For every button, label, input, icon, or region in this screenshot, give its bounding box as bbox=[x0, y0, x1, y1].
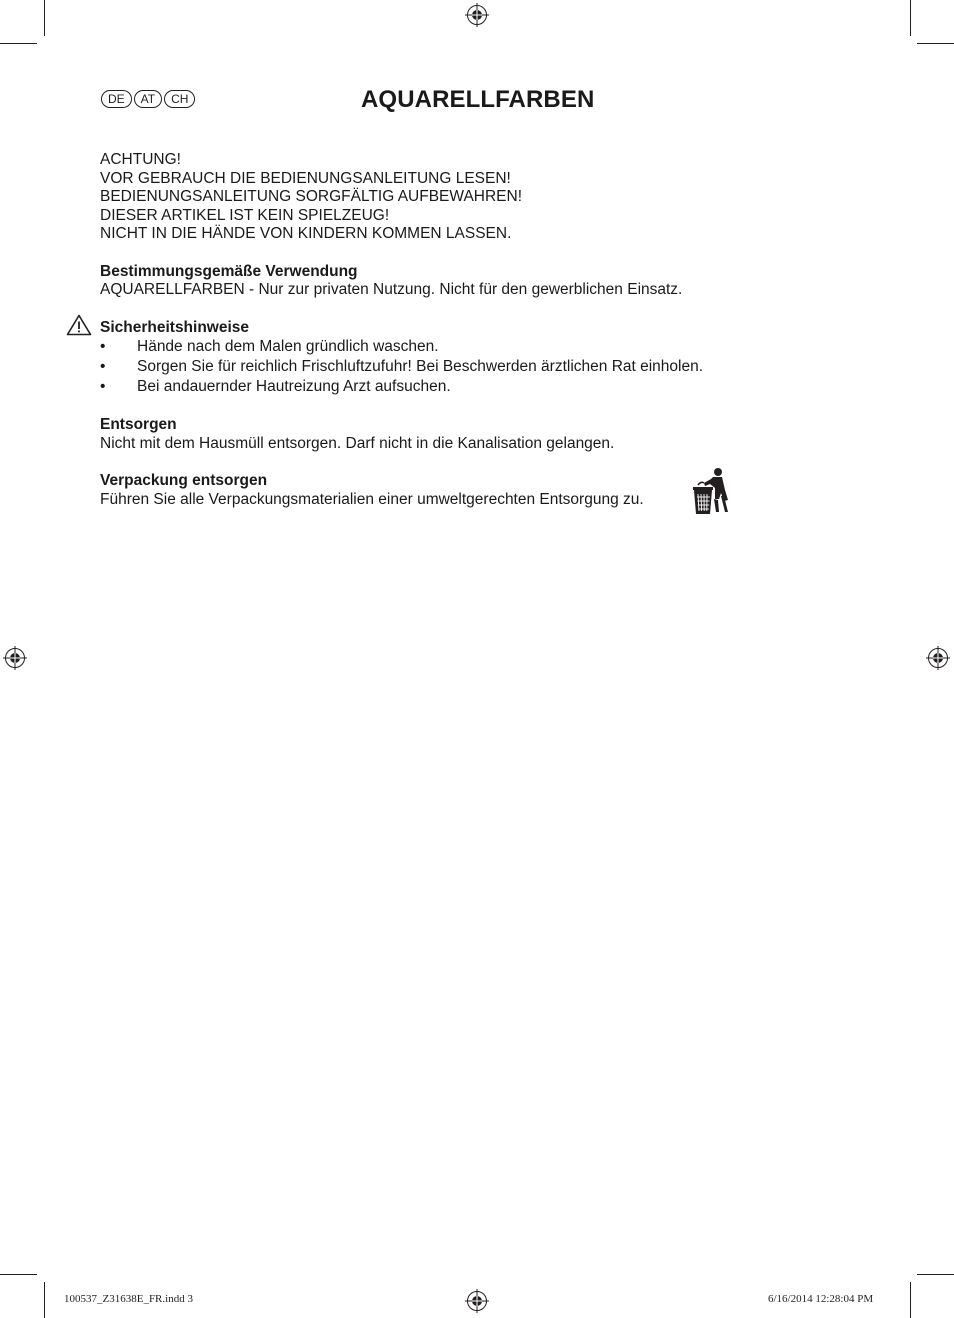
warning-line: ACHTUNG! bbox=[100, 151, 181, 168]
tidyman-bin-icon bbox=[692, 466, 730, 516]
usage-heading: Bestimmungsgemäße Verwendung bbox=[100, 262, 358, 280]
disposal-heading: Entsorgen bbox=[100, 416, 177, 433]
warning-line: DIESER ARTIKEL IST KEIN SPIELZEUG! bbox=[100, 206, 390, 224]
bullet: • bbox=[100, 338, 106, 355]
crop-mark bbox=[44, 0, 45, 36]
list-item-text: Hände nach dem Malen gründlich waschen. bbox=[137, 338, 439, 355]
usage-section bbox=[100, 263, 780, 300]
registration-mark-icon bbox=[465, 3, 489, 27]
footer-filename: 100537_Z31638E_FR.indd 3 bbox=[64, 1293, 193, 1305]
list-item-text: Bei andauernder Hautreizung Arzt aufsuchen. bbox=[137, 378, 451, 395]
list-item-text: Sorgen Sie für reichlich Frischluftzufuhr! Bei Beschwerden ärztlichen Rat einholen. bbox=[137, 358, 704, 375]
packaging-heading: Verpackung entsorgen bbox=[100, 472, 268, 489]
crop-mark bbox=[917, 1274, 954, 1275]
registration-mark-icon bbox=[465, 1289, 489, 1313]
country-badge-ch: CH bbox=[164, 90, 195, 108]
list-item bbox=[100, 337, 780, 357]
list-item bbox=[100, 377, 780, 397]
crop-mark bbox=[44, 1282, 45, 1318]
disposal-text: Nicht mit dem Hausmüll entsorgen. Darf nicht in die Kanalisation gelangen. bbox=[100, 434, 615, 452]
bullet: • bbox=[100, 358, 106, 375]
usage-text: AQUARELLFARBEN - Nur zur privaten Nutzung. Nicht für den gewerblichen Einsatz. bbox=[100, 281, 683, 298]
country-badges bbox=[101, 90, 195, 108]
page-title: AQUARELLFARBEN bbox=[361, 86, 595, 113]
safety-section bbox=[100, 319, 780, 398]
packaging-section bbox=[100, 472, 780, 509]
crop-mark bbox=[0, 43, 37, 44]
list-item bbox=[100, 357, 780, 377]
safety-heading: Sicherheitshinweise bbox=[100, 318, 250, 336]
registration-mark-icon bbox=[926, 646, 950, 670]
registration-mark-icon bbox=[3, 646, 27, 670]
warning-triangle-icon bbox=[66, 314, 92, 336]
country-badge-at: AT bbox=[134, 90, 162, 108]
crop-mark bbox=[0, 1274, 37, 1275]
safety-list bbox=[100, 337, 780, 397]
footer-timestamp: 6/16/2014 12:28:04 PM bbox=[768, 1293, 874, 1305]
instruction-text bbox=[100, 151, 780, 509]
warning-line: BEDIENUNGSANLEITUNG SORGFÄLTIG AUFBEWAHREN! bbox=[100, 188, 523, 205]
crop-mark bbox=[910, 1282, 911, 1318]
warning-block bbox=[100, 151, 780, 244]
warning-line: NICHT IN DIE HÄNDE VON KINDERN KOMMEN LASSEN. bbox=[100, 225, 512, 242]
warning-line: VOR GEBRAUCH DIE BEDIENUNGSANLEITUNG LESEN! bbox=[100, 169, 511, 187]
packaging-text: Führen Sie alle Verpackungsmaterialien einer umweltgerechten Entsorgung zu. bbox=[100, 490, 644, 508]
bullet: • bbox=[100, 378, 106, 395]
country-badge-de: DE bbox=[101, 90, 132, 108]
disposal-section bbox=[100, 416, 780, 453]
crop-mark bbox=[910, 0, 911, 36]
crop-mark bbox=[917, 43, 954, 44]
